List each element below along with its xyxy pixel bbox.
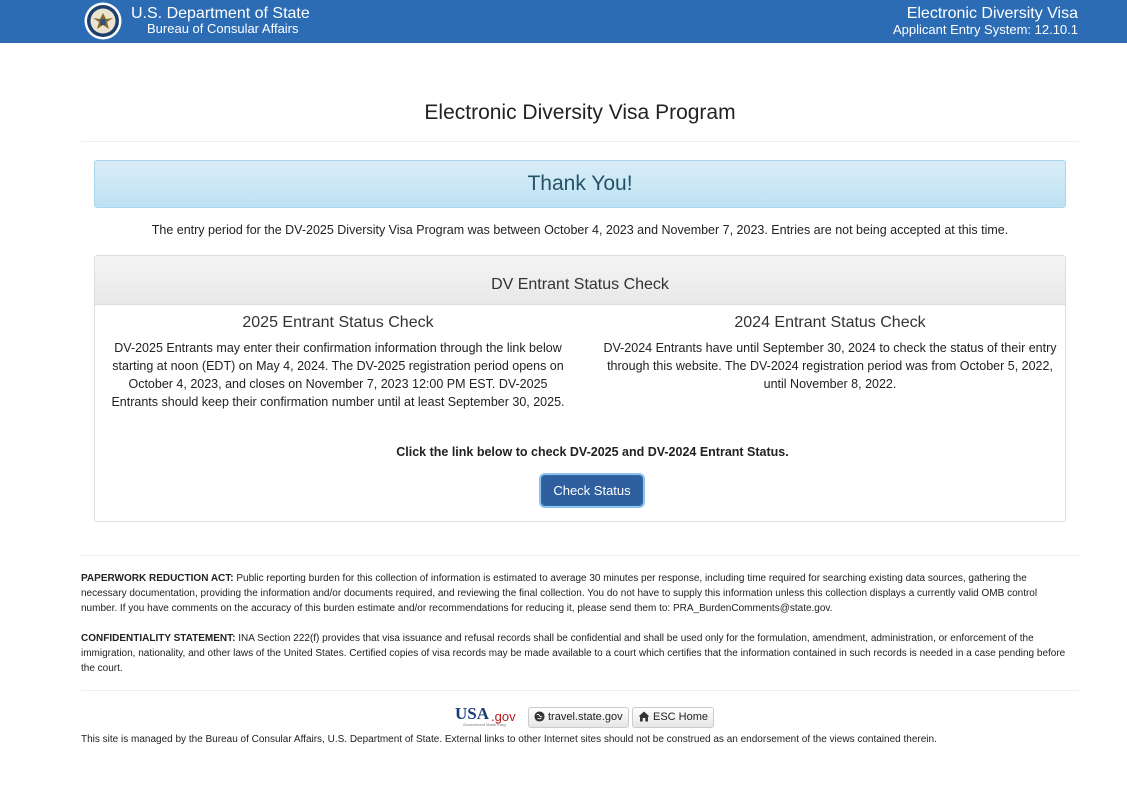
globe-icon xyxy=(534,711,545,722)
status-2024-text: DV-2024 Entrants have until September 30, 2024 to check the status of their entry through this website. The DV-2024 registration period was from October 5, 2022, until November 8, 2022. xyxy=(603,341,1057,391)
entry-period-notice: The entry period for the DV-2025 Diversity Visa Program was between October 4, 2023 and November 7, 2023. Entries are not being accepted at this time. xyxy=(151,223,1009,237)
divider xyxy=(81,690,1079,691)
usagov-logo[interactable] xyxy=(453,706,525,728)
check-status-instruction: Click the link below to check DV-2025 and DV-2024 Entrant Status. xyxy=(396,445,789,459)
panel-heading: DV Entrant Status Check xyxy=(491,276,669,293)
divider xyxy=(81,555,1079,556)
status-check-panel xyxy=(94,255,1066,522)
site-header xyxy=(0,0,1127,43)
footer-disclaimer: This site is managed by the Bureau of Consular Affairs, U.S. Department of State. External links to other Internet sites should not be construed as an endorsement of the views contained therein. xyxy=(81,734,937,745)
confidentiality-text: INA Section 222(f) provides that visa issuance and refusal records shall be confidential and shall be used only for the formulation, amendment, administration, or enforcement of the immigration, nationality, and other laws of the United States. Certified copies of visa records may be made available to a court which certifies that the information contained in such records is needed in a case pending before the court. xyxy=(81,633,1066,674)
check-status-button[interactable]: Check Status xyxy=(541,475,643,506)
usagov-usa: USA xyxy=(455,704,490,723)
app-title: Electronic Diversity Visa xyxy=(906,5,1078,22)
confidentiality-statement xyxy=(81,631,1071,676)
divider xyxy=(81,141,1079,142)
bureau-subtitle: Bureau of Consular Affairs xyxy=(147,21,299,36)
thank-you-text: Thank You! xyxy=(527,172,633,195)
esc-home-link[interactable] xyxy=(632,707,714,728)
panel-header xyxy=(95,256,1065,305)
esc-home-label: ESC Home xyxy=(653,711,709,723)
status-2025-title: 2025 Entrant Status Check xyxy=(242,314,434,331)
status-2024-column xyxy=(595,313,1065,393)
paperwork-label: PAPERWORK REDUCTION ACT: xyxy=(81,573,234,584)
paperwork-text: Public reporting burden for this collection of information is estimated to average 30 minutes per response, including time required for searching existing data sources, gathering the necessary documentation, providing the information and/or documents required, and reviewing the final collection. You do not have to supply this information unless this collection displays a currently valid OMB control number. If you have comments on the accuracy of this burden estimate and/or recommendations for reducing it, please send them to: PRA_BurdenComments@state.gov. xyxy=(81,573,1038,614)
travel-link-label: travel.state.gov xyxy=(548,711,623,723)
usagov-tagline: Government Made Easy xyxy=(463,722,507,727)
app-version: Applicant Entry System: 12.10.1 xyxy=(893,22,1078,37)
paperwork-reduction-act xyxy=(81,571,1071,616)
confidentiality-label: CONFIDENTIALITY STATEMENT: xyxy=(81,633,236,644)
department-seal-icon xyxy=(84,2,122,40)
status-2025-text: DV-2025 Entrants may enter their confirmation information through the link below starting at noon (EDT) on May 4, 2024. The DV-2025 registration period opens on October 4, 2023, and closes on November 7, 2023 12:00 PM EST. DV-2025 Entrants should keep their confirmation number until at least September 30, 2025. xyxy=(111,341,565,409)
usagov-gov: .gov xyxy=(491,709,516,724)
home-icon xyxy=(638,711,650,722)
page-title: Electronic Diversity Visa Program xyxy=(424,101,736,124)
thank-you-alert xyxy=(94,160,1066,208)
status-2025-column xyxy=(109,313,567,411)
status-2024-title: 2024 Entrant Status Check xyxy=(734,314,926,331)
travel-state-gov-link[interactable] xyxy=(528,707,629,728)
department-title: U.S. Department of State xyxy=(131,5,310,22)
